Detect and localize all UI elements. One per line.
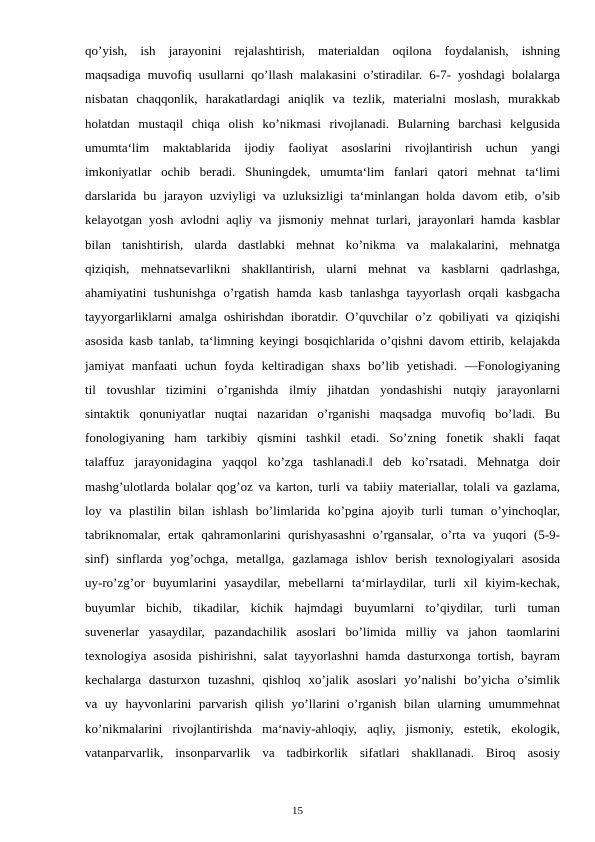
text-line: til tovushlar tizimini o’rganishda ilmiy jihatdan yondashishi nutqiy jarayonlarni bbox=[85, 381, 560, 397]
text-line: vatanparvarlik, insonparvarlik va tadbirkorlik sifatlari shakllanadi. Biroq asosiy bbox=[85, 744, 560, 760]
text-line: bilan tanishtirish, ularda dastlabki mehnat ko’nikma va malakalarini, mehnatga bbox=[85, 236, 560, 252]
body-paragraph bbox=[85, 39, 560, 765]
document-page bbox=[85, 39, 560, 765]
text-line: maqsadiga muvofiq usullarni qo’llash malakasini o’stiradilar. 6-7- yoshdagi bolalarga bbox=[85, 67, 560, 83]
text-line: nisbatan chaqqonlik, harakatlardagi aniqlik va tezlik, materialni moslash, murakkab bbox=[85, 91, 560, 107]
text-line: holatdan mustaqil chiqa olish ko’nikmasi rivojlanadi. Bularning barchasi kelgusida bbox=[85, 115, 560, 131]
text-line: texnologiya asosida pishirishni, salat tayyorlashni hamda dasturxonga tortish, bayram bbox=[85, 648, 560, 664]
text-line: va uy hayvonlarini parvarish qilish yo’llarini o’rganish bilan ularning umummehnat bbox=[85, 696, 560, 712]
text-line: loy va plastilin bilan ishlash bo’limlarida ko’pgina ajoyib turli tuman o’yinchoqlar, bbox=[85, 502, 560, 518]
text-line: qiziqish, mehnatsevarlikni shakllantirish, ularni mehnat va kasblarni qadrlashga, bbox=[85, 260, 560, 276]
text-line: fonologiyaning ham tarkibiy qismini tashkil etadi. So’zning fonetik shakli faqat bbox=[85, 430, 560, 446]
text-line: kechalarga dasturxon tuzashni, qishloq xo’jalik asoslari yo’nalishi bo’yicha o’simlik bbox=[85, 672, 560, 688]
text-line: jamiyat manfaati uchun foyda keltiradigan shaxs bo’lib yetishadi. ―Fonologiyaning bbox=[85, 357, 560, 373]
text-line: kelayotgan yosh avlodni aqliy va jismoniy mehnat turlari, jarayonlari hamda kasblar bbox=[85, 212, 560, 228]
page-number: 15 bbox=[292, 805, 303, 817]
text-line: sinf) sinflarda yog’ochga, metallga, gazlamaga ishlov berish texnologiyalari asosida bbox=[85, 551, 560, 567]
text-line: asosida kasb tanlab, ta‘limning keyingi bosqichlarida o’qishni davom ettirib, kelajakda bbox=[85, 333, 560, 349]
text-line: qo’yish, ish jarayonini rejalashtirish, materialdan oqilona foydalanish, ishning bbox=[85, 43, 560, 58]
text-line: ko’nikmalarini rivojlantirishda ma‘naviy-ahloqiy, aqliy, jismoniy, estetik, ekologik, bbox=[85, 720, 560, 736]
text-line: sintaktik qonuniyatlar nuqtai nazaridan o’rganishi maqsadga muvofiq bo’ladi. Bu bbox=[85, 406, 560, 422]
text-line: suvenerlar yasaydilar, pazandachilik asoslari bo’limida milliy va jahon taomlarini bbox=[85, 623, 560, 639]
text-line: umumta‘lim maktablarida ijodiy faoliyat asoslarini rivojlantirish uchun yangi bbox=[85, 139, 560, 155]
text-line: mashg’ulotlarda bolalar qog’oz va karton, turli va tabiiy materiallar, tolali va gazlama, bbox=[85, 478, 560, 494]
text-line: uy-ro’zg’or buyumlarini yasaydilar, mebellarni ta‘mirlaydilar, turli xil kiyim-kechak, bbox=[85, 575, 560, 591]
text-line: ahamiyatini tushunishga o’rgatish hamda kasb tanlashga tayyorlash orqali kasbgacha bbox=[85, 285, 560, 301]
text-line: darslarida bu jarayon uzviyligi va uzluksizligi ta‘minlangan holda davom etib, o’sib bbox=[85, 188, 560, 204]
text-line: buyumlar bichib, tikadilar, kichik hajmdagi buyumlarni to’qiydilar, turli tuman bbox=[85, 599, 560, 615]
text-line: talaffuz jarayonidagina yaqqol ko’zga tashlanadi.‖ deb ko’rsatadi. Mehnatga doir bbox=[85, 454, 560, 470]
text-line: tayyorgarliklarni amalga oshirishdan iboratdir. O’quvchilar o’z qobiliyati va qiziqishi bbox=[85, 309, 560, 325]
text-line: tabriknomalar, ertak qahramonlarini qurishyasashni o’rgansalar, o’rta va yuqori (5-9- bbox=[85, 527, 560, 543]
text-line: imkoniyatlar ochib beradi. Shuningdek, umumta‘lim fanlari qatori mehnat ta‘limi bbox=[85, 164, 560, 180]
